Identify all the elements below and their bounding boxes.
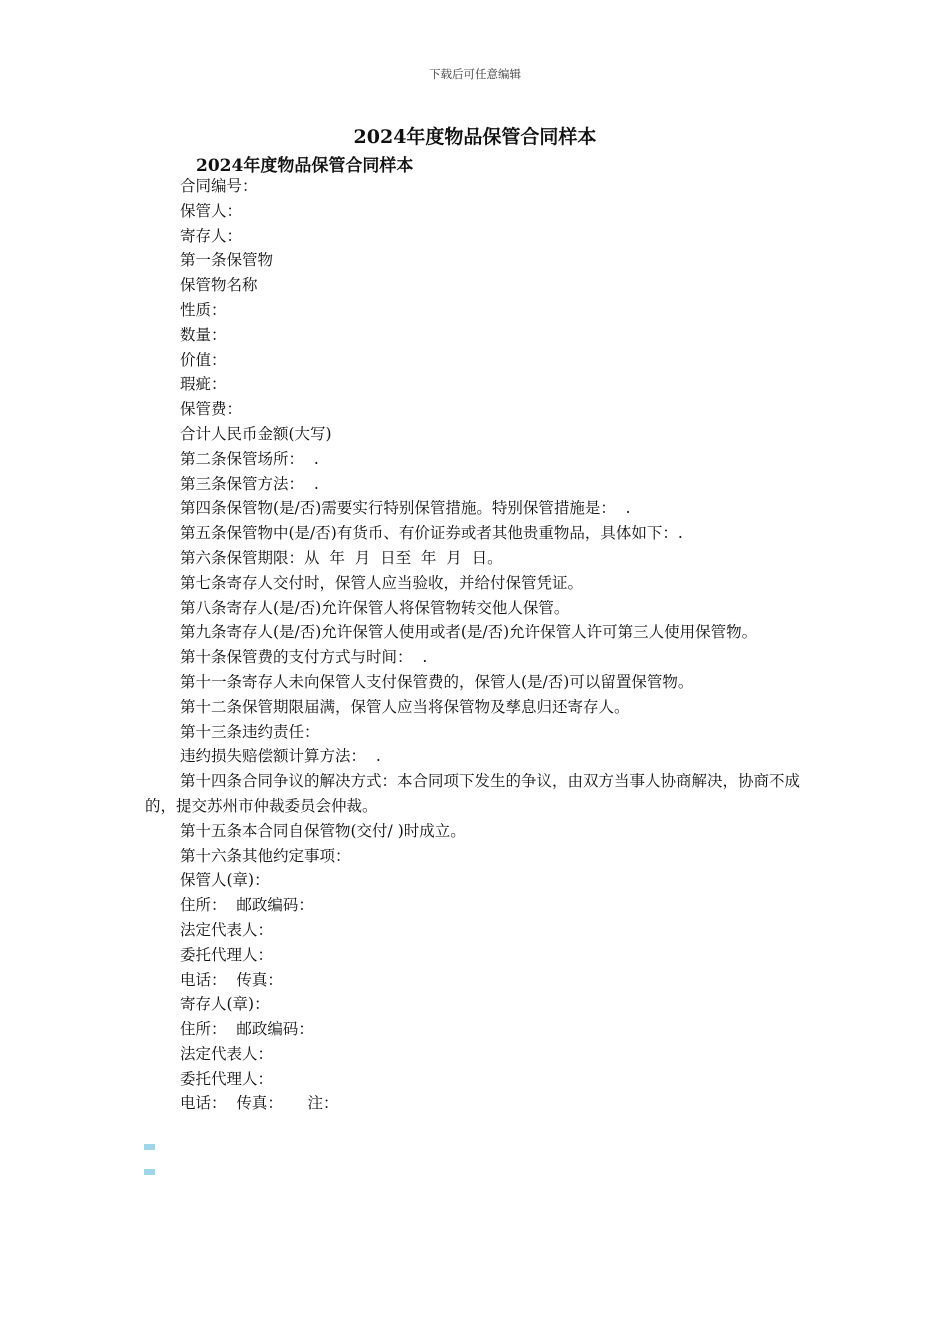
paragraph: 第八条寄存人(是/否)允许保管人将保管物转交他人保管。 xyxy=(180,598,570,617)
paragraph: 第九条寄存人(是/否)允许保管人使用或者(是/否)允许保管人许可第三人使用保管物。 xyxy=(180,623,758,642)
paragraph: 保管人(章)： xyxy=(180,871,270,890)
anchor-marker xyxy=(144,1144,155,1150)
page-header-note: 下载后可任意编辑 xyxy=(429,67,521,81)
paragraph: 数量： xyxy=(180,325,227,344)
paragraph: 第十四条合同争议的解决方式：本合同项下发生的争议，由双方当事人协商解决，协商不成的，提交苏州市仲裁委员会仲裁。 xyxy=(145,772,801,815)
paragraph: 住所： 邮政编码： xyxy=(180,1020,314,1039)
paragraph: 法定代表人： xyxy=(180,1044,274,1063)
paragraph: 第十三条违约责任： xyxy=(180,722,320,741)
paragraph: 第十条保管费的支付方式与时间： . xyxy=(180,648,428,667)
paragraph: 保管费： xyxy=(180,400,243,419)
paragraph: 第十六条其他约定事项： xyxy=(180,846,351,865)
paragraph: 价值： xyxy=(180,350,227,369)
paragraph: 委托代理人： xyxy=(180,1069,274,1088)
paragraph: 第七条寄存人交付时，保管人应当验收，并给付保管凭证。 xyxy=(180,573,584,592)
paragraph: 第二条保管场所： . xyxy=(180,449,319,468)
paragraph: 法定代表人： xyxy=(180,920,274,939)
paragraph: 第十五条本合同自保管物(交付/ )时成立。 xyxy=(180,821,466,840)
paragraph: 住所： 邮政编码： xyxy=(180,896,314,915)
paragraph: 违约损失赔偿额计算方法： . xyxy=(180,747,381,766)
paragraph: 第四条保管物(是/否)需要实行特别保管措施。特别保管措施是： . xyxy=(180,499,631,518)
paragraph: 保管物名称 xyxy=(180,276,258,295)
paragraph: 瑕疵： xyxy=(180,375,227,394)
paragraph: 寄存人： xyxy=(180,226,243,245)
document-title: 2024年度物品保管合同样本 xyxy=(353,126,597,148)
paragraph: 电话： 传真： 注： xyxy=(180,1094,339,1113)
paragraph: 电话： 传真： xyxy=(180,970,283,989)
document-body xyxy=(145,174,810,1116)
paragraph: 委托代理人： xyxy=(180,945,274,964)
paragraph: 第一条保管物 xyxy=(180,251,274,270)
paragraph: 第十二条保管期限届满，保管人应当将保管物及孳息归还寄存人。 xyxy=(180,697,630,716)
anchor-marker xyxy=(144,1169,155,1175)
document-subtitle: 2024年度物品保管合同样本 xyxy=(196,156,414,176)
paragraph: 第六条保管期限：从 年 月 日至 年 月 日。 xyxy=(180,548,503,567)
paragraph: 合计人民币金额(大写) xyxy=(180,424,332,443)
paragraph: 保管人： xyxy=(180,201,243,220)
paragraph: 性质： xyxy=(180,300,227,319)
paragraph: 第三条保管方法： . xyxy=(180,474,319,493)
paragraph: 寄存人(章)： xyxy=(180,995,270,1014)
paragraph: 合同编号： xyxy=(180,177,258,195)
paragraph: 第五条保管物中(是/否)有货币、有价证券或者其他贵重物品，具体如下：. xyxy=(180,524,683,543)
paragraph: 第十一条寄存人未向保管人支付保管费的，保管人(是/否)可以留置保管物。 xyxy=(180,672,694,691)
